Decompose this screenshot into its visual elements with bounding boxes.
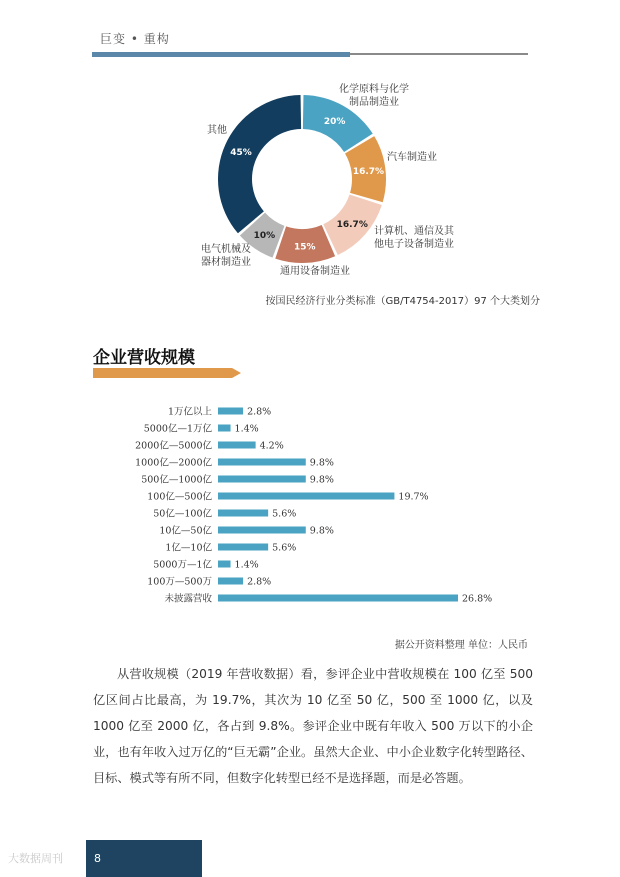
bar-value-label: 1.4% [234,559,259,571]
pie-slice-value: 16.7% [336,219,368,230]
pie-category-label: 汽车制造业 [387,152,437,163]
footer-page-box [86,840,202,877]
pie-slice [218,95,301,233]
body-paragraph: 从营收规模（2019 年营收数据）看，参评企业中营收规模在 100 亿至 500 亿区间占比最高，为 19.7%，其次为 10 亿至 50 亿，500 至 1000 亿，以及 1000 亿至 2000 亿，各占到 9.8%。参评企业中既有年收入 500 万以下的小企业，也有年收入过万亿的“巨无霸”企业。虽然大企业、中小企业数字化转型路径、目标、模式等有所不同，但数字化转型已经不是选择题，而是必答题。 [93,667,533,785]
pie-category-label: 计算机、通信及其 [374,226,454,237]
bar-category-label: 5000万—1亿 [153,559,212,571]
bar-category-label: 50亿—100亿 [153,508,212,520]
bar-value-label: 2.8% [247,406,272,418]
section-title: 企业营收规模 [93,348,195,368]
bar [218,561,231,568]
bar-value-label: 5.6% [272,508,297,520]
bar [218,578,243,585]
bar-value-label: 1.4% [234,423,259,435]
pie-slice-value: 15% [293,242,316,253]
pie-category-label: 制品制造业 [349,97,399,108]
pie-slice-value: 20% [323,116,346,127]
bar-value-label: 19.7% [398,491,429,503]
revenue-bar-chart [135,406,492,605]
pie-category-label: 通用设备制造业 [280,266,350,277]
watermark: 大数据周刊 [8,852,63,865]
pie-source-note: 按国民经济行业分类标准（GB/T4754-2017）97 个大类划分 [265,296,540,307]
pie-slice-value: 10% [253,230,276,241]
section-title-accent-bar [93,368,241,378]
pie-slice-value: 45% [230,147,252,158]
bar [218,527,306,534]
bar [218,425,231,432]
bar [218,493,394,500]
pie-slice-value: 16.7% [352,166,385,177]
bar-value-label: 26.8% [462,593,493,605]
bar-category-label: 5000亿—1万亿 [143,423,212,435]
bar-source-note: 据公开资料整理 单位：人民币 [394,640,528,651]
header-title: 巨变 • 重构 [100,32,170,46]
bar-value-label: 9.8% [309,457,334,469]
bar-category-label: 2000亿—5000亿 [135,440,212,452]
bar [218,595,458,602]
bar [218,476,306,483]
bar [218,442,256,449]
bar-category-label: 10亿—50亿 [159,525,212,537]
bar-value-label: 2.8% [247,576,272,588]
bar [218,544,268,551]
bar-category-label: 500亿—1000亿 [141,474,212,486]
bar-value-label: 4.2% [259,440,284,452]
bar-value-label: 9.8% [309,525,334,537]
page-number: 8 [94,852,101,865]
pie-category-label: 电气机械及 [201,244,251,255]
bar-category-label: 未披露营收 [164,593,212,605]
bar-value-label: 9.8% [309,474,334,486]
pie-category-label: 器材制造业 [201,257,251,268]
industry-donut-chart [201,82,455,277]
bar [218,408,243,415]
bar-category-label: 1000亿—2000亿 [135,457,212,469]
bar-value-label: 5.6% [272,542,297,554]
bar-category-label: 1万亿以上 [167,406,212,418]
bar [218,459,306,466]
bar [218,510,268,517]
bar-category-label: 1亿—10亿 [165,542,212,554]
pie-category-label: 其他 [207,125,227,136]
pie-category-label: 化学原料与化学 [339,84,409,95]
bar-category-label: 100亿—500亿 [147,491,212,503]
pie-category-label: 他电子设备制造业 [374,239,454,250]
bar-category-label: 100万—500万 [147,576,212,588]
